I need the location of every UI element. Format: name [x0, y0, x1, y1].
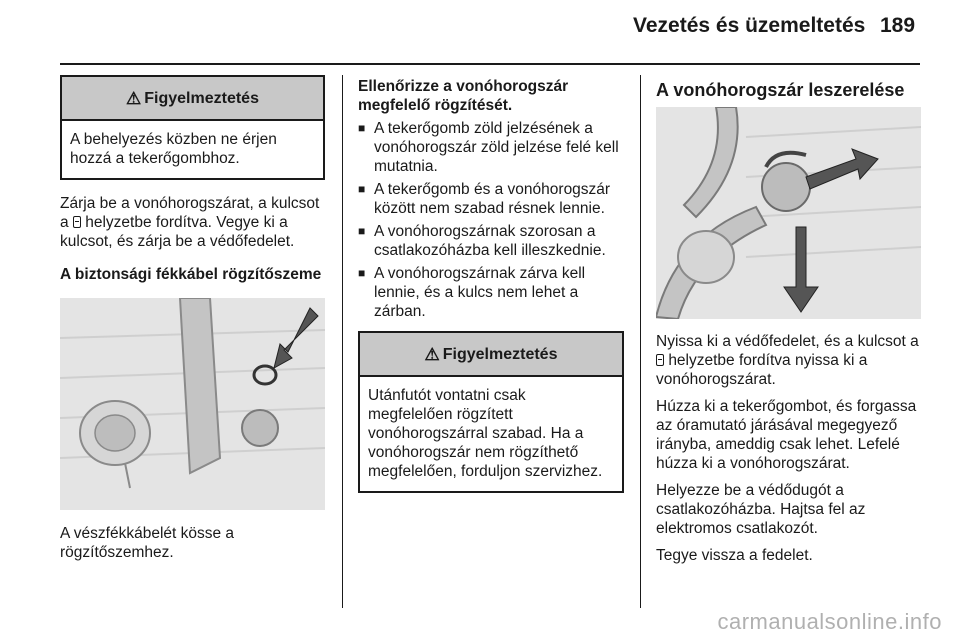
section-heading-removal: A vonóhorogszár leszerelése — [656, 80, 905, 100]
check-list — [358, 119, 624, 321]
section-heading-check: Ellenőrizze a vonóhorogszár megfelelő rögzítését. — [358, 78, 569, 114]
page-number: 189 — [880, 14, 916, 37]
list-item: ■ A tekerőgomb zöld jelzésének a vonóhorogszár zöld jelzése felé kell mutatnia. — [358, 119, 624, 176]
warning-box-2 — [358, 331, 624, 493]
warning-text: A behelyezés közben ne érjen hozzá a tekerőgombhoz. — [70, 131, 277, 167]
removal-instruction-4: Tegye vissza a fedelet. — [656, 547, 813, 564]
list-item: ■ A vonóhorogszárnak szorosan a csatlakozóházba kell illeszkednie. — [358, 222, 624, 260]
list-item: ■ A tekerőgomb és a vonóhorogszár között nem szabad résnek lennie. — [358, 180, 624, 218]
page-header-title: Vezetés és üzemeltetés — [633, 14, 866, 37]
header-rule — [60, 63, 920, 65]
warning-box-header — [360, 333, 622, 377]
warning-triangle-icon: ⚠ — [126, 88, 142, 108]
column-1 — [60, 75, 325, 562]
warning-triangle-icon: ⚠ — [424, 344, 440, 364]
lock-icon — [656, 354, 664, 366]
towbar-removal-image — [656, 107, 921, 319]
close-instruction: Zárja be a vonóhorogszárat, a kulcsot a helyzetbe fordítva. Vegye ki a kulcsot, és zárja be a védőfedelet. — [60, 195, 320, 250]
image-caption-eyelet: A vészfékkábelét kösse a rögzítőszemhez. — [60, 525, 235, 561]
brake-cable-eyelet-image — [60, 298, 325, 510]
watermark: carmanualsonline.info — [717, 609, 942, 634]
warning-title: Figyelmeztetés — [144, 89, 259, 107]
warning-text: Utánfutót vontatni csak megfelelően rögzített vonóhorogszárral szabad. Ha a vonóhorogszár nem rögzíthető megfelelően, forduljon szervizhez. — [368, 387, 603, 480]
lock-icon — [73, 216, 81, 228]
warning-box-1 — [60, 75, 325, 180]
list-item: ■ A vonóhorogszárnak zárva kell lennie, és a kulcs nem lehet a zárban. — [358, 264, 624, 321]
removal-instruction-1: Nyissa ki a védőfedelet, és a kulcsot a helyzetbe fordítva nyissa ki a vonóhorogszárat. — [656, 333, 919, 388]
removal-instruction-3: Helyezze be a védődugót a csatlakozóházba. Hajtsa fel az elektromos csatlakozót. — [656, 482, 866, 537]
column-3 — [656, 79, 921, 565]
section-heading-eyelet: A biztonsági fékkábel rögzítőszeme — [60, 266, 322, 283]
removal-instruction-2: Húzza ki a tekerőgombot, és forgassa az óramutató járásával megegyező irányba, ameddig csak lehet. Lefelé húzza ki a vonóhorogszárat. — [656, 398, 917, 472]
warning-box-header — [62, 77, 323, 121]
column-divider-2 — [640, 75, 641, 608]
column-divider-1 — [342, 75, 343, 608]
warning-title: Figyelmeztetés — [442, 345, 558, 363]
column-2 — [358, 77, 624, 493]
